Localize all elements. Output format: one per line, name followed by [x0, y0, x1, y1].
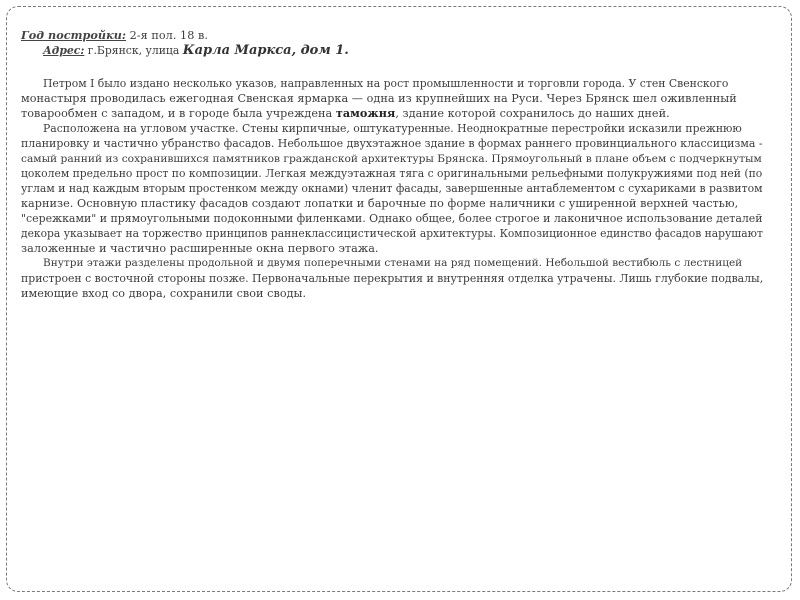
year-label: Год постройки: [21, 28, 127, 42]
text-line: имеющие вход со двора, сохранили свои своды. [21, 287, 307, 300]
text-line: монастыря проводилась ежегодная Свенская ярмарка — одна из крупнейших на Руси. Через Брянск шел оживленный [21, 92, 737, 105]
customs-highlight: таможня [335, 106, 396, 120]
text-fragment: , здание которой сохранилось до наших дней. [395, 107, 670, 120]
year-row [21, 28, 771, 43]
text-line: Петром I было издано несколько указов, направленных на рост промышленности и торговли города. У стен Свенского [43, 77, 729, 90]
text-line: карнизе. Основную пластику фасадов создают лопатки и барочные по форме наличники с уширенной верхней частью, [21, 197, 739, 210]
address-street: Карла Маркса, дом 1. [182, 43, 349, 58]
year-value: 2-я пол. 18 в. [126, 29, 208, 42]
text-line: цоколем предельно прост по композиции. Легкая междуэтажная тяга с оригинальными рельефными полукружиями под ней (по [21, 167, 763, 180]
text-line: углам и над каждым вторым простенком между окнами) членит фасады, завершенные антаблементом с сухариками в развитом [21, 182, 763, 195]
paragraph-interior [21, 256, 771, 301]
address-city: г.Брянск, улица [84, 44, 183, 57]
text-line: самый ранний из сохранившихся памятников гражданской архитектуры Брянска. Прямоугольный в плане объем с подчеркнутым [21, 152, 762, 165]
text-line: декора указывает на торжество принципов раннеклассицистической архитектуры. Композиционное единство фасадов нарушают [21, 227, 763, 240]
address-row [21, 43, 771, 58]
document-body [21, 28, 771, 301]
text-line: "сережками" и прямоугольными подоконными филенками. Однако общее, более строгое и лаконичное использование деталей [21, 212, 763, 225]
spacer [21, 58, 771, 76]
text-fragment: товарообмен с западом, и в городе была учреждена [21, 107, 336, 120]
text-line: Внутри этажи разделены продольной и двумя поперечными стенами на ряд помещений. Небольшой вестибюль с лестницей [43, 257, 743, 269]
text-line [21, 106, 771, 121]
paragraph-facades [21, 121, 771, 256]
text-line: пристроен с восточной стороны позже. Первоначальные перекрытия и внутренняя отделка утрачены. Лишь глубокие подвалы, [21, 272, 764, 285]
text-line: планировку и частично убранство фасадов. Небольшое двухэтажное здание в формах раннего провинциального классицизма - [21, 137, 763, 150]
paragraph-history [21, 76, 771, 121]
address-label: Адрес: [43, 44, 85, 57]
text-line: заложенные и частично расширенные окна первого этажа. [21, 242, 379, 255]
text-line: Расположена на угловом участке. Стены кирпичные, оштукатуренные. Неоднократные перестройки исказили прежнюю [43, 122, 742, 135]
